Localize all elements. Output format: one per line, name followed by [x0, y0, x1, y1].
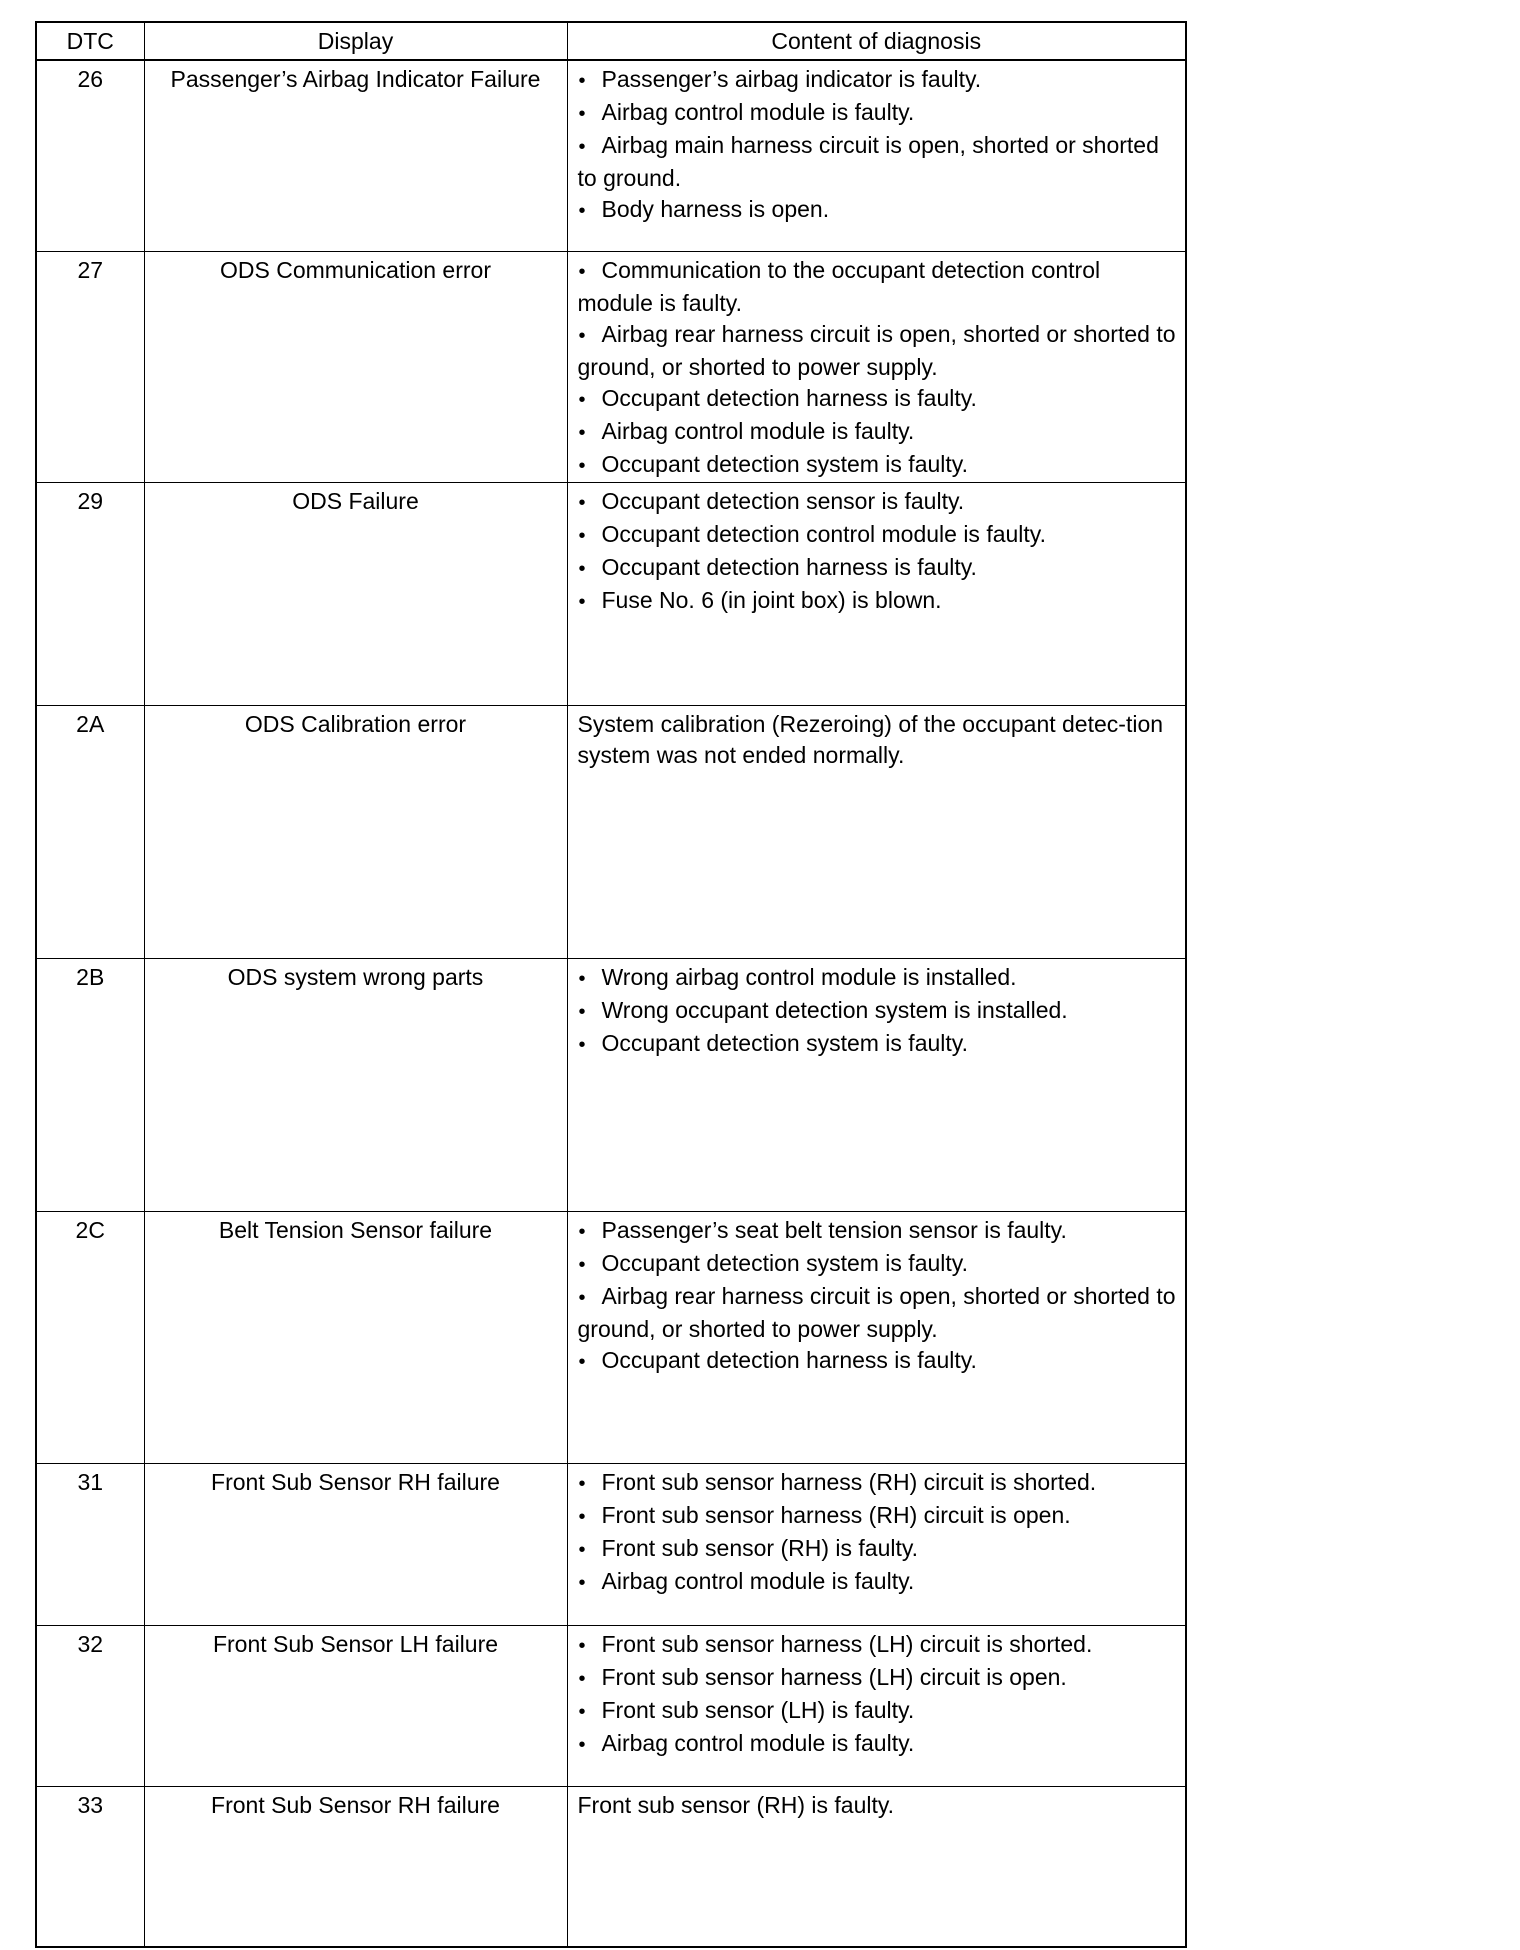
table-row: [36, 1786, 1186, 1947]
table-row: [36, 60, 1186, 251]
header-display: Display: [144, 22, 567, 60]
display-text: ODS Failure: [144, 482, 567, 705]
diagnosis-content: [567, 1625, 1186, 1786]
diagnosis-item: • Fuse No. 6 (in joint box) is blown.: [578, 585, 1180, 618]
dtc-code: 29: [36, 482, 144, 705]
diagnosis-item: • Occupant detection harness is faulty.: [578, 552, 1180, 585]
display-text: Passenger’s Airbag Indicator Failure: [144, 60, 567, 251]
diagnosis-item: • Communication to the occupant detection control module is faulty.: [578, 255, 1180, 319]
diagnosis-item: • Occupant detection control module is faulty.: [578, 519, 1180, 552]
diagnosis-item: • Occupant detection system is faulty.: [578, 1248, 1180, 1281]
diagnosis-item: • Front sub sensor (RH) is faulty.: [578, 1533, 1180, 1566]
diagnosis-item: • Wrong airbag control module is installed.: [578, 962, 1180, 995]
diagnosis-item: • Front sub sensor harness (RH) circuit is shorted.: [578, 1467, 1180, 1500]
diagnosis-text: Front sub sensor (RH) is faulty.: [577, 1791, 895, 1818]
diagnosis-content: [567, 60, 1186, 251]
dtc-code: 2C: [36, 1211, 144, 1463]
dtc-code: 31: [36, 1463, 144, 1625]
table-row: [36, 482, 1186, 705]
diagnosis-item: • Airbag rear harness circuit is open, shorted or shorted to ground, or shorted to power supply.: [578, 1281, 1180, 1345]
diagnosis-item: • Front sub sensor harness (LH) circuit is shorted.: [578, 1629, 1180, 1662]
table-row: [36, 958, 1186, 1211]
dtc-code: 26: [36, 60, 144, 251]
display-text: ODS Communication error: [144, 251, 567, 482]
header-content: Content of diagnosis: [567, 22, 1186, 60]
diagnosis-item: • Body harness is open.: [578, 194, 1180, 227]
diagnosis-item: • Passenger’s seat belt tension sensor is faulty.: [578, 1215, 1180, 1248]
diagnosis-content: [567, 1786, 1186, 1947]
diagnosis-item: • Airbag control module is faulty.: [578, 1566, 1180, 1599]
diagnosis-item: • Airbag main harness circuit is open, shorted or shorted to ground.: [578, 130, 1180, 194]
diagnosis-item: • Wrong occupant detection system is installed.: [578, 995, 1180, 1028]
dtc-table: [35, 21, 1187, 1948]
dtc-code: 27: [36, 251, 144, 482]
table-row: [36, 1211, 1186, 1463]
diagnosis-content: [567, 1463, 1186, 1625]
diagnosis-item: • Airbag control module is faulty.: [578, 416, 1180, 449]
table-row: [36, 251, 1186, 482]
display-text: Belt Tension Sensor failure: [144, 1211, 567, 1463]
dtc-code: 32: [36, 1625, 144, 1786]
diagnosis-item: • Occupant detection system is faulty.: [578, 1028, 1180, 1061]
header-row: [36, 22, 1186, 60]
table-row: [36, 1463, 1186, 1625]
display-text: Front Sub Sensor RH failure: [144, 1786, 567, 1947]
dtc-code: 2B: [36, 958, 144, 1211]
diagnosis-item: • Occupant detection system is faulty.: [578, 449, 1180, 482]
dtc-code: 2A: [36, 705, 144, 958]
display-text: ODS Calibration error: [144, 705, 567, 958]
diagnosis-content: [567, 958, 1186, 1211]
diagnosis-content: [567, 1211, 1186, 1463]
diagnosis-item: • Occupant detection harness is faulty.: [578, 383, 1180, 416]
diagnosis-content: [567, 482, 1186, 705]
display-text: ODS system wrong parts: [144, 958, 567, 1211]
display-text: Front Sub Sensor RH failure: [144, 1463, 567, 1625]
table-row: [36, 705, 1186, 958]
diagnosis-content: [567, 251, 1186, 482]
diagnosis-text: System calibration (Rezeroing) of the occupant detec-tion system was not ended normally.: [577, 710, 1164, 768]
diagnosis-item: • Front sub sensor harness (RH) circuit is open.: [578, 1500, 1180, 1533]
diagnosis-content: [567, 705, 1186, 958]
diagnosis-item: • Airbag control module is faulty.: [578, 1728, 1180, 1761]
display-text: Front Sub Sensor LH failure: [144, 1625, 567, 1786]
diagnosis-item: • Occupant detection harness is faulty.: [578, 1345, 1180, 1378]
table-row: [36, 1625, 1186, 1786]
diagnosis-item: • Front sub sensor (LH) is faulty.: [578, 1695, 1180, 1728]
dtc-code: 33: [36, 1786, 144, 1947]
diagnosis-item: • Airbag control module is faulty.: [578, 97, 1180, 130]
diagnosis-item: • Passenger’s airbag indicator is faulty.: [578, 64, 1180, 97]
header-dtc: DTC: [36, 22, 144, 60]
diagnosis-item: • Front sub sensor harness (LH) circuit is open.: [578, 1662, 1180, 1695]
diagnosis-item: • Airbag rear harness circuit is open, shorted or shorted to ground, or shorted to power supply.: [578, 319, 1180, 383]
diagnosis-item: • Occupant detection sensor is faulty.: [578, 486, 1180, 519]
